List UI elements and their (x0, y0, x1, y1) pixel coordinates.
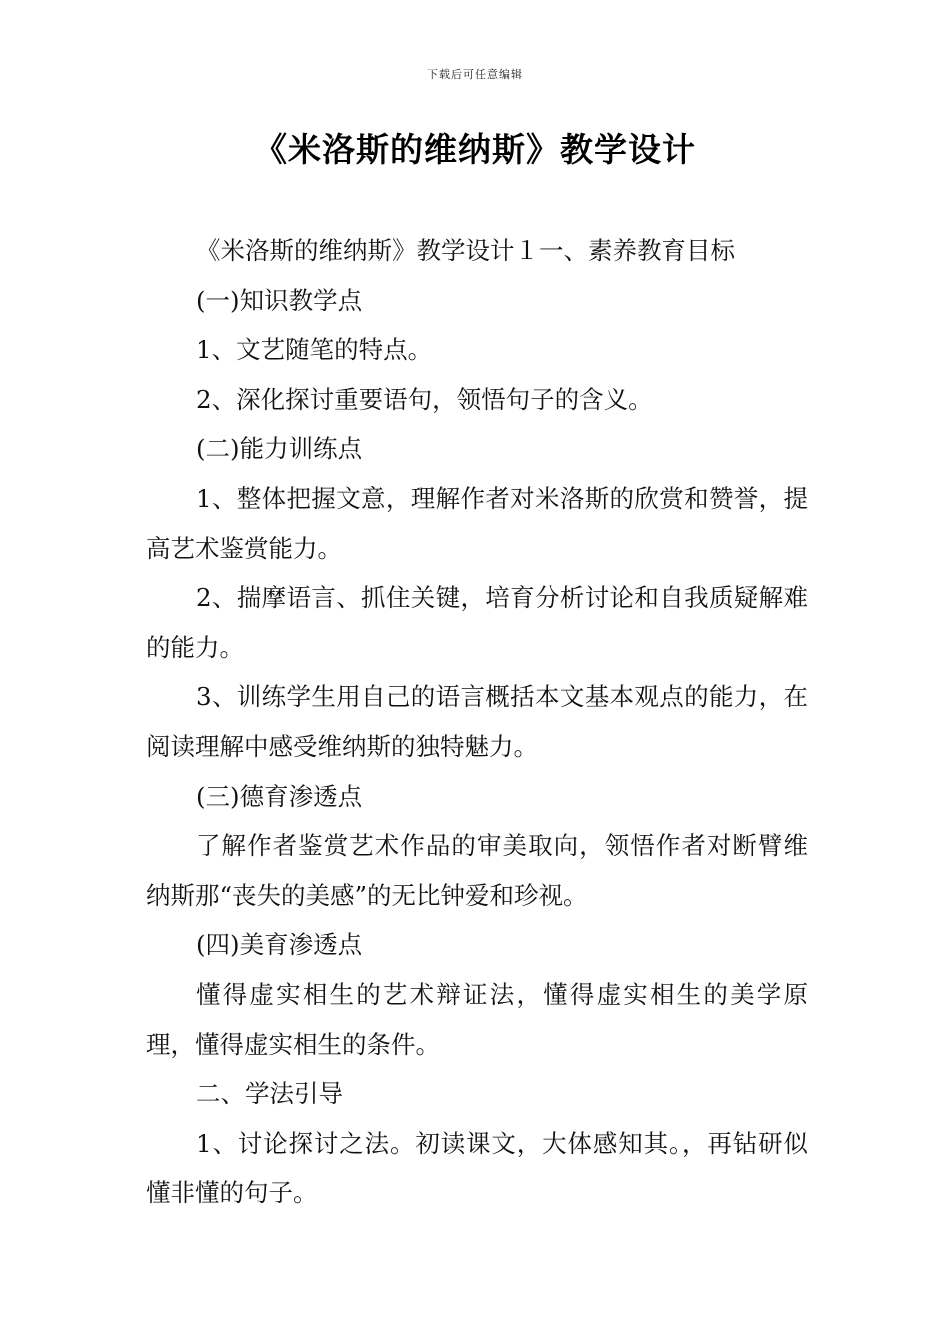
paragraph: 1、讨论探讨之法。初读课文，大体感知其。，再钻研似懂非懂的句子。 (146, 1128, 808, 1208)
section-heading: (二)能力训练点 (196, 434, 363, 464)
section-heading: (四)美育渗透点 (196, 930, 363, 960)
paragraph: 懂得虚实相生的艺术辩证法，懂得虚实相生的美学原理，懂得虚实相生的条件。 (146, 979, 808, 1059)
paragraph: 1、文艺随笔的特点。 (196, 335, 433, 365)
paragraph: 了解作者鉴赏艺术作品的审美取向，领悟作者对断臂维纳斯那“丧失的美感”的无比钟爱和珍视。 (146, 831, 808, 910)
paragraph: 3、训练学生用自己的语言概括本文基本观点的能力，在阅读理解中感受维纳斯的独特魅力。 (146, 682, 808, 761)
document-body (146, 226, 808, 1218)
section-heading: (三)德育渗透点 (196, 781, 363, 811)
header-note: 下载后可任意编辑 (427, 68, 523, 81)
section-heading: 二、学法引导 (196, 1079, 343, 1109)
paragraph: 1、整体把握文意，理解作者对米洛斯的欣赏和赞誉，提高艺术鉴赏能力。 (146, 483, 808, 563)
section-heading: (一)知识教学点 (196, 285, 363, 315)
paragraph: 2、深化探讨重要语句，领悟句子的含义。 (196, 384, 653, 414)
paragraph: 《米洛斯的维纳斯》教学设计１一、素养教育目标 (196, 236, 735, 265)
paragraph: 2、揣摩语言、抓住关键，培育分析讨论和自我质疑解难的能力。 (146, 583, 808, 662)
document-title: 《米洛斯的维纳斯》教学设计 (254, 130, 696, 169)
